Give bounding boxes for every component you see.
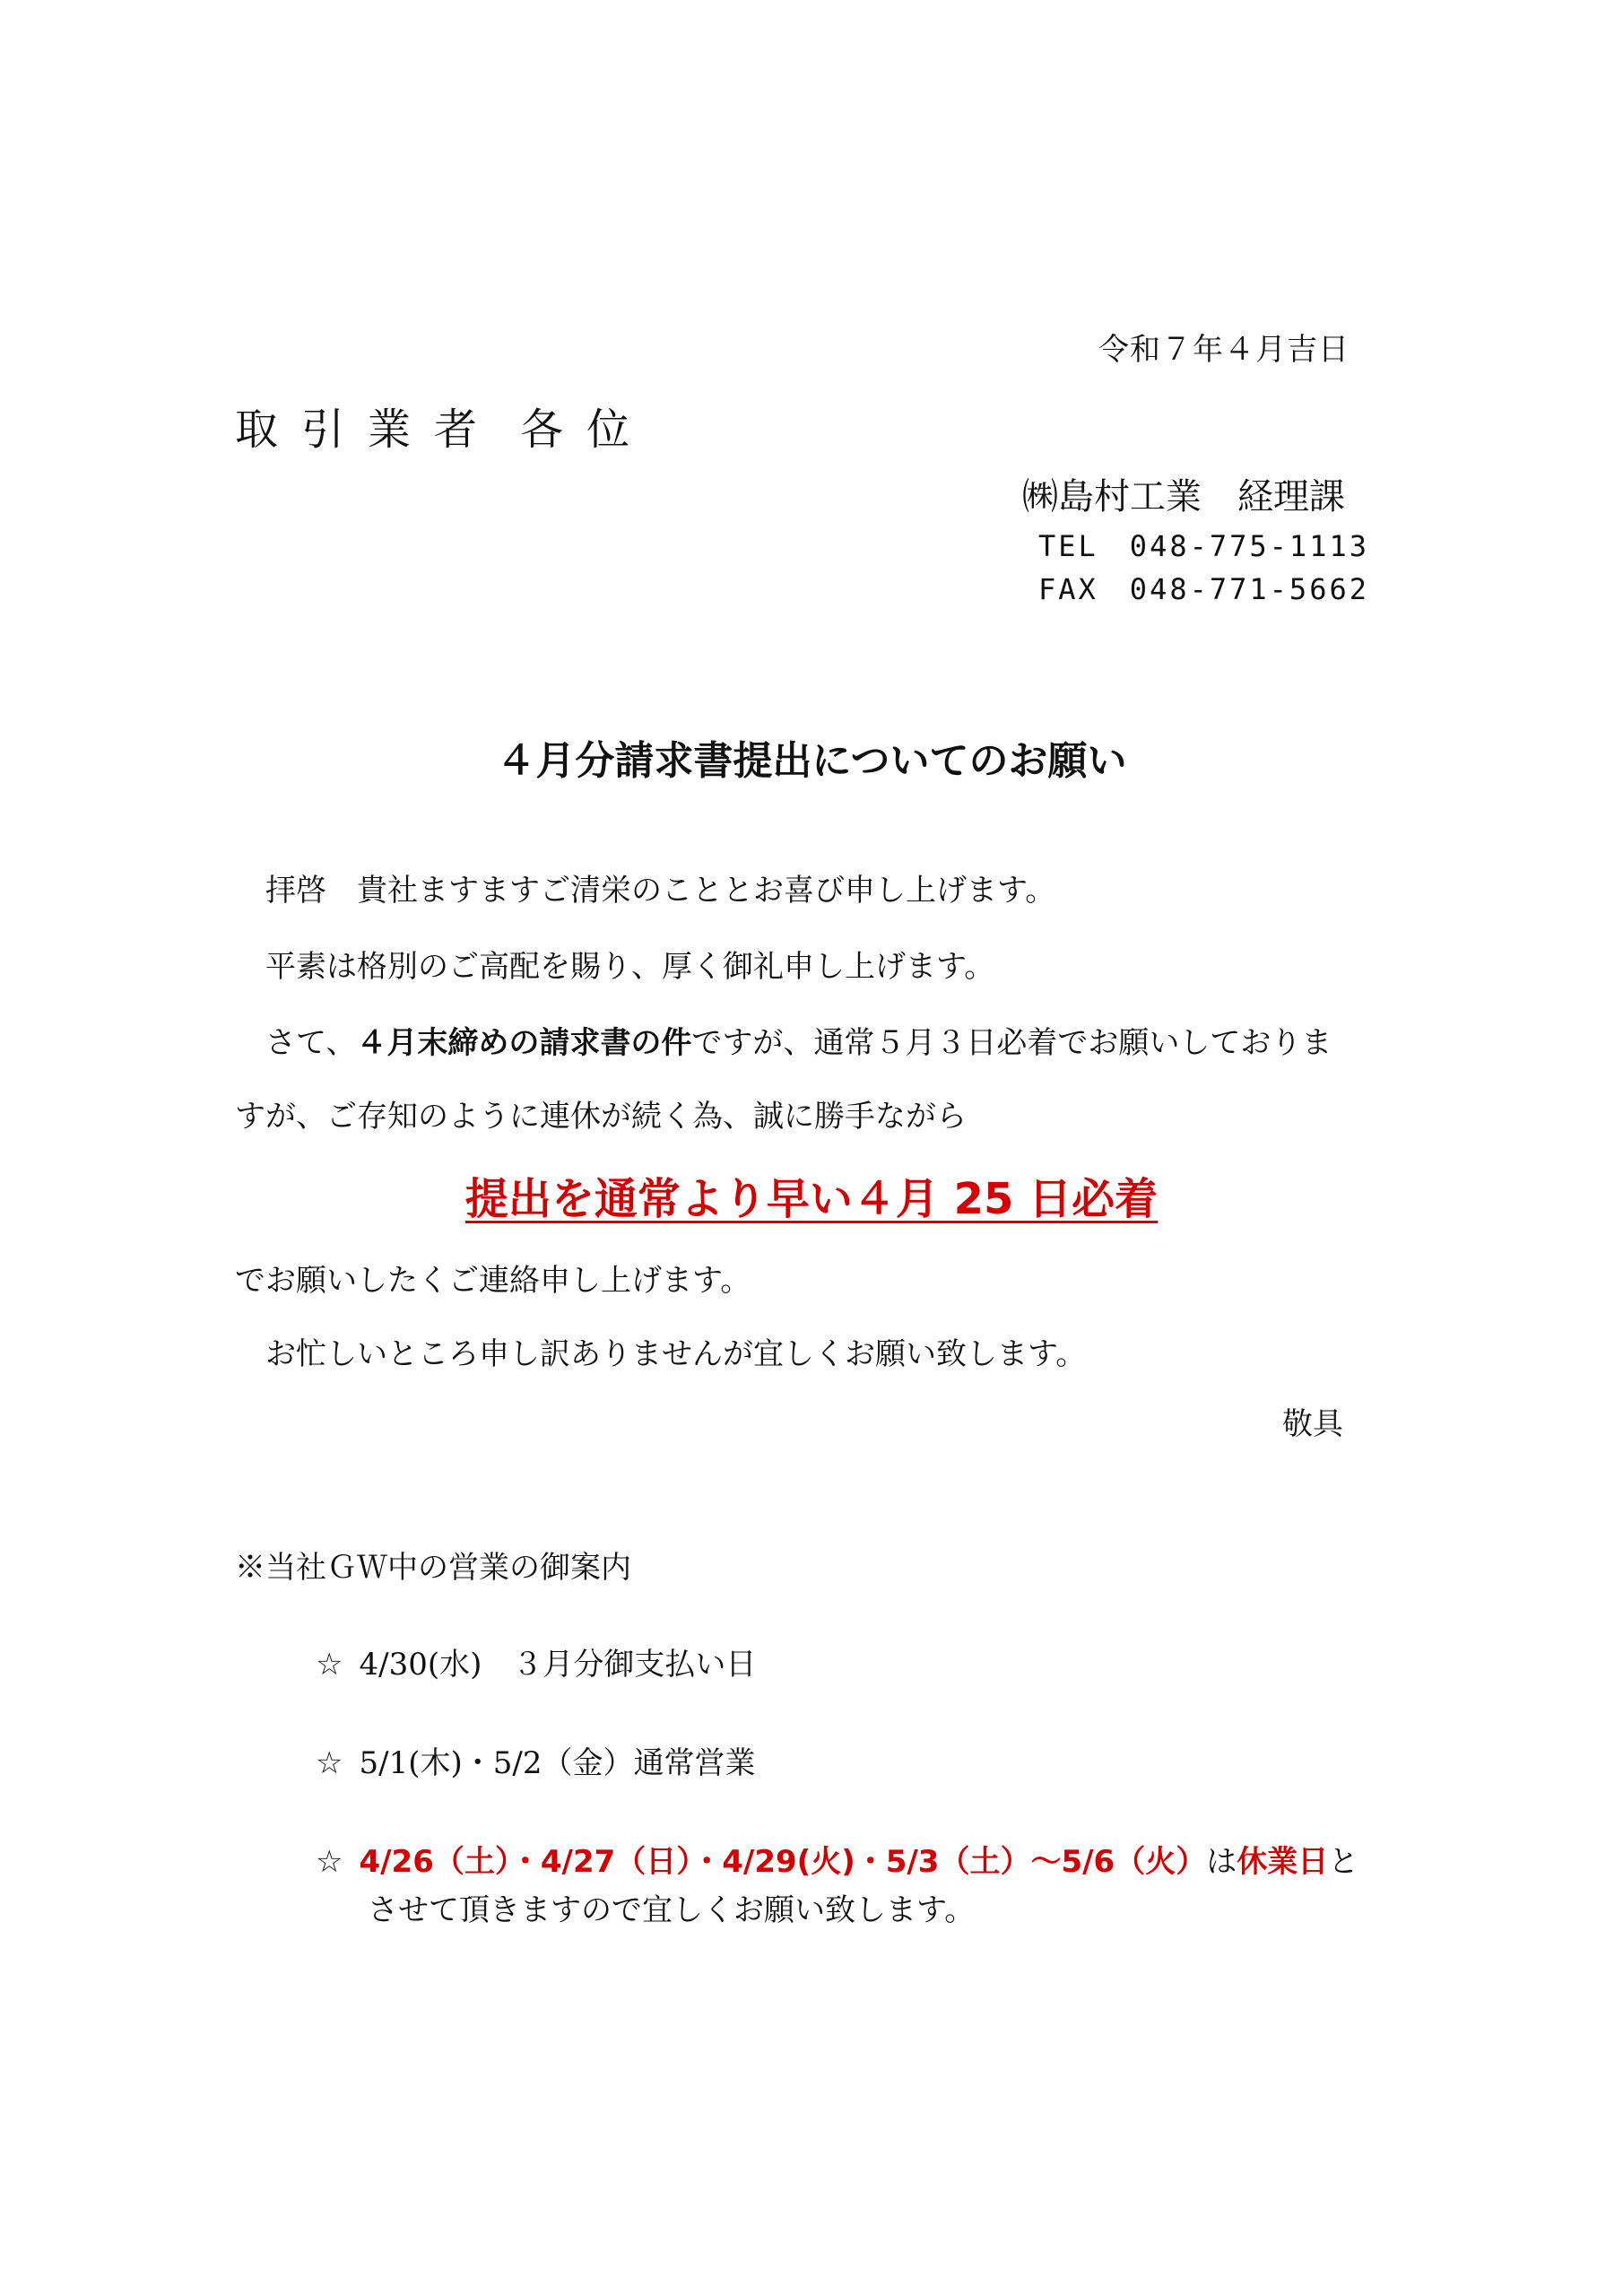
addressee-char: 業 [368, 404, 412, 455]
holiday-label: 休業日 [1237, 1844, 1329, 1880]
letter-date: 令和７年４月吉日 [1098, 332, 1350, 368]
addressee-char: 位 [586, 404, 630, 455]
holiday-dates: 4/26（土）・4/27（日）・4/29(火)・5/3（土）～5/6（火） [359, 1844, 1207, 1880]
request-rest: ですが、通常５月３日必着でお願いしておりま [691, 1025, 1332, 1061]
holiday-particle: は [1206, 1844, 1237, 1880]
gw-item-text: 5/1(木)・5/2（金）通常営業 [359, 1745, 756, 1781]
closing-word: 敬具 [1282, 1406, 1343, 1442]
paragraph-greeting: 拝啓 貴社ますますご清栄のこととお喜び申し上げます。 [265, 873, 1056, 909]
sender-company: ㈱島村工業 経理課 [1022, 476, 1345, 517]
gw-item-text: 4/30(水) ３月分御支払い日 [359, 1647, 757, 1683]
sender-tel: TEL 048-775-1113 [1038, 529, 1369, 563]
addressee-char: 引 [301, 404, 345, 455]
addressee-char: 各 [520, 404, 564, 455]
paragraph-request-continued: すが、ご存知のように連休が続く為、誠に勝手ながら [235, 1099, 967, 1135]
star-icon: ☆ [316, 1745, 343, 1781]
gw-item-holiday-continued: させて頂きますので宜しくお願い致します。 [368, 1892, 976, 1928]
paragraph-request [265, 1018, 1332, 1062]
gw-notice-heading: ※当社ＧＷ中の営業の御案内 [235, 1550, 631, 1586]
gw-item-payment [316, 1639, 756, 1683]
request-intro: さて、 [265, 1025, 357, 1061]
star-icon: ☆ [316, 1647, 343, 1683]
star-icon: ☆ [316, 1844, 343, 1880]
gw-item-business [316, 1738, 755, 1782]
addressee [235, 395, 653, 457]
paragraph-thanks: 平素は格別のご高配を賜り、厚く御礼申し上げます。 [265, 949, 995, 985]
addressee-char: 取 [235, 404, 279, 455]
deadline-emphasis: 提出を通常より早い４月 25 日必着 [464, 1174, 1159, 1224]
document-title: ４月分請求書提出についてのお願い [496, 738, 1127, 784]
sender-fax: FAX 048-771-5662 [1038, 572, 1369, 606]
request-bold: ４月末締めの請求書の件 [356, 1025, 692, 1061]
gw-item-holiday [316, 1837, 1358, 1881]
holiday-particle-end: と [1328, 1844, 1359, 1880]
paragraph-contact: でお願いしたくご連絡申し上げます。 [235, 1263, 751, 1299]
paragraph-apology: お忙しいところ申し訳ありませんが宜しくお願い致します。 [265, 1336, 1087, 1372]
addressee-char: 者 [434, 404, 478, 455]
